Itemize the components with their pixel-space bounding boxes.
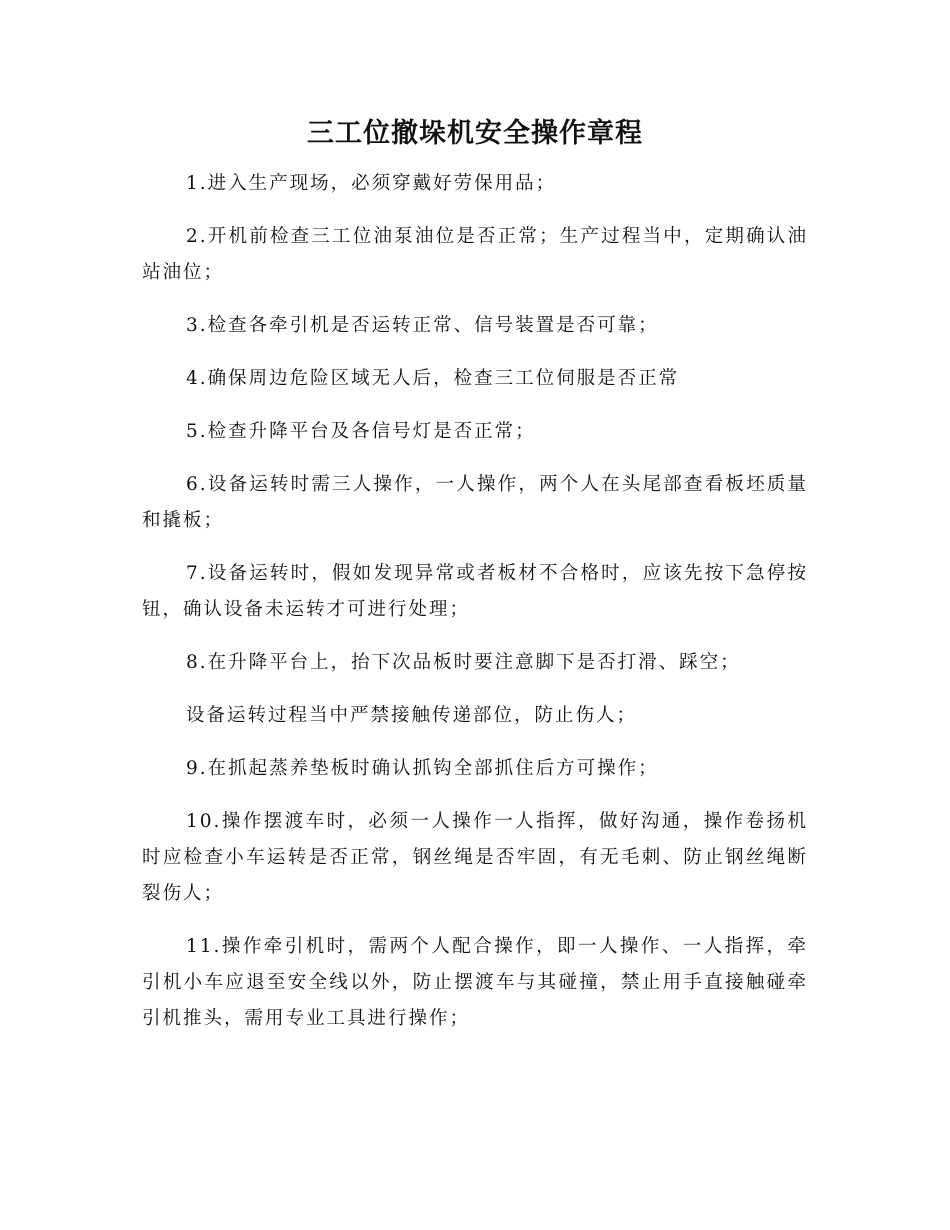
paragraph-2: 2.开机前检查三工位油泵油位是否正常；生产过程当中，定期确认油站油位； [142, 226, 808, 283]
paragraph-11: 11.操作牵引机时，需两个人配合操作，即一人操作、一人指挥，牵引机小车应退至安全线以外，防止摆渡车与其碰撞，禁止用手直接触碰牵引机推头，需用专业工具进行操作； [142, 936, 808, 1029]
document-title: 三工位撤垛机安全操作章程 [307, 118, 643, 149]
paragraph-10: 10.操作摆渡车时，必须一人操作一人指挥，做好沟通，操作卷扬机时应检查小车运转是否正常，钢丝绳是否牢固，有无毛刺、防止钢丝绳断裂伤人； [142, 811, 808, 904]
paragraph-7: 7.设备运转时，假如发现异常或者板材不合格时，应该先按下急停按钮，确认设备未运转才可进行处理； [142, 563, 808, 620]
paragraph-8: 8.在升降平台上，抬下次品板时要注意脚下是否打滑、踩空； [186, 652, 741, 673]
paragraph-4: 4.确保周边危险区域无人后，检查三工位伺服是否正常 [186, 368, 680, 389]
paragraph-3: 3.检查各牵引机是否运转正常、信号装置是否可靠； [186, 315, 659, 336]
document-page [142, 0, 808, 1054]
document-body [142, 166, 808, 1037]
paragraph-5: 5.检查升降平台及各信号灯是否正常； [186, 421, 536, 442]
paragraph-8-note: 设备运转过程当中严禁接触传递部位，防止伤人； [186, 705, 638, 726]
paragraph-1: 1.进入生产现场，必须穿戴好劳保用品； [186, 173, 557, 194]
paragraph-6: 6.设备运转时需三人操作，一人操作，两个人在头尾部查看板坯质量和撬板； [142, 474, 808, 531]
paragraph-9: 9.在抓起蒸养垫板时确认抓钩全部抓住后方可操作； [186, 758, 659, 779]
